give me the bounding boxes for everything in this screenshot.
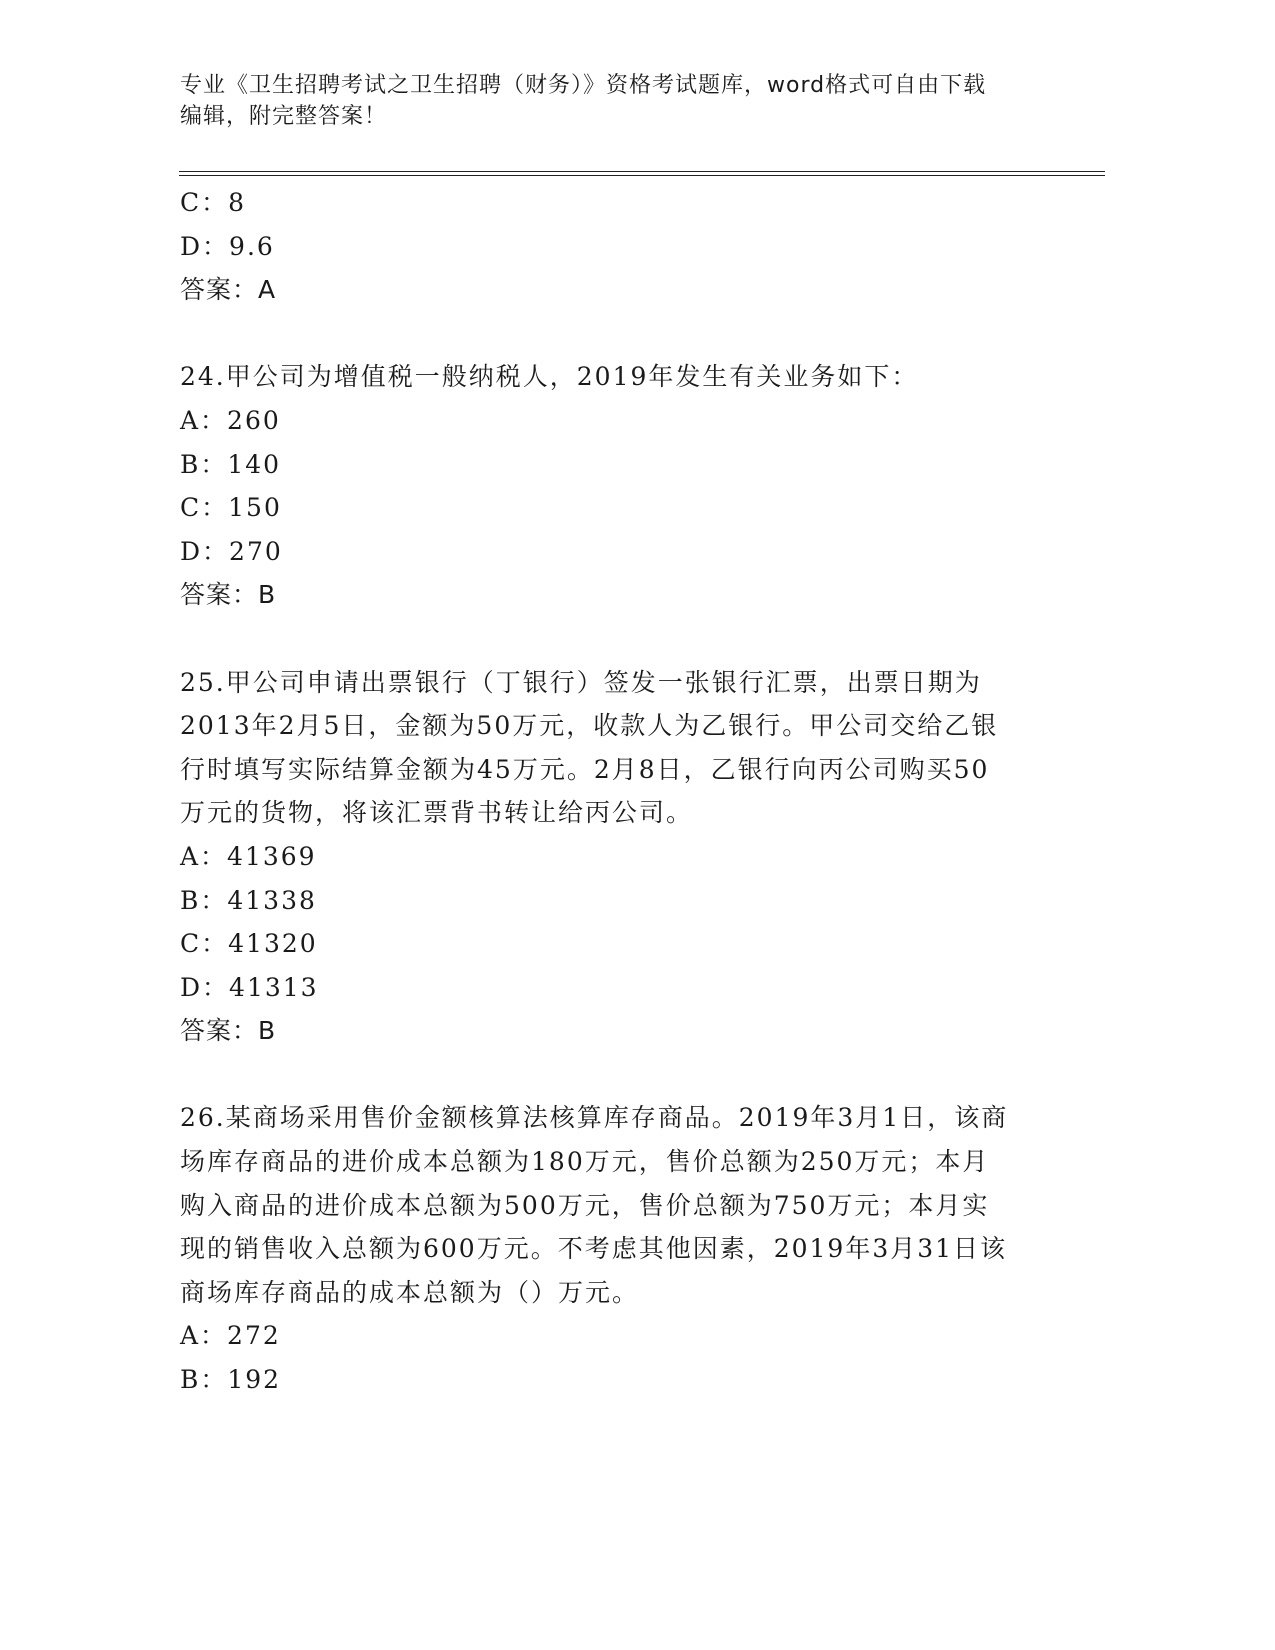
q25-option-c: C：41320 bbox=[180, 929, 318, 959]
q24-option-a: A：260 bbox=[180, 405, 281, 435]
q25-stem-line-3: 行时填写实际结算金额为45万元。2月8日，乙银行向丙公司购买50 bbox=[180, 754, 990, 784]
document-body bbox=[180, 181, 1050, 1402]
q25-stem-line-1: 25.甲公司申请出票银行（丁银行）签发一张银行汇票，出票日期为 bbox=[180, 667, 982, 697]
q25-answer: 答案：B bbox=[180, 1016, 277, 1046]
document-header bbox=[180, 70, 1060, 132]
q24-answer: 答案：B bbox=[180, 580, 277, 610]
q25-option-d: D：41313 bbox=[180, 972, 319, 1002]
q24-stem: 24.甲公司为增值税一般纳税人，2019年发生有关业务如下： bbox=[180, 362, 919, 392]
header-line-1: 专业《卫生招聘考试之卫生招聘（财务）》资格考试题库，word格式可自由下载 bbox=[180, 73, 987, 98]
q25-stem-line-2: 2013年2月5日，金额为50万元，收款人为乙银行。甲公司交给乙银 bbox=[180, 711, 999, 741]
q24-option-b: B：140 bbox=[180, 449, 282, 479]
q26-stem-line-5: 商场库存商品的成本总额为（）万元。 bbox=[180, 1277, 640, 1307]
spacer bbox=[180, 312, 1050, 356]
header-line-2: 编辑，附完整答案！ bbox=[180, 104, 388, 129]
q26-stem-line-2: 场库存商品的进价成本总额为180万元，售价总额为250万元；本月 bbox=[180, 1147, 990, 1177]
q26-stem-line-3: 购入商品的进价成本总额为500万元，售价总额为750万元；本月实 bbox=[180, 1190, 990, 1220]
q24-option-c: C：150 bbox=[180, 493, 282, 523]
header-rule-bottom bbox=[179, 175, 1105, 176]
q26-option-a: A：272 bbox=[180, 1321, 281, 1351]
q26-option-b: B：192 bbox=[180, 1365, 282, 1395]
q24-option-d: D：270 bbox=[180, 536, 283, 566]
q23-answer: 答案：A bbox=[180, 275, 277, 305]
q23-option-c: C：8 bbox=[180, 188, 247, 217]
q25-stem-line-4: 万元的货物，将该汇票背书转让给丙公司。 bbox=[180, 798, 694, 828]
q25-option-b: B：41338 bbox=[180, 885, 317, 915]
q25-option-a: A：41369 bbox=[180, 841, 317, 871]
spacer bbox=[180, 1053, 1050, 1097]
header-rule-top bbox=[179, 171, 1105, 172]
q26-stem-line-1: 26.某商场采用售价金额核算法核算库存商品。2019年3月1日，该商 bbox=[180, 1103, 1009, 1133]
q23-option-d: D：9.6 bbox=[180, 231, 275, 261]
q26-stem-line-4: 现的销售收入总额为600万元。不考虑其他因素，2019年3月31日该 bbox=[180, 1234, 1008, 1264]
spacer bbox=[180, 617, 1050, 661]
